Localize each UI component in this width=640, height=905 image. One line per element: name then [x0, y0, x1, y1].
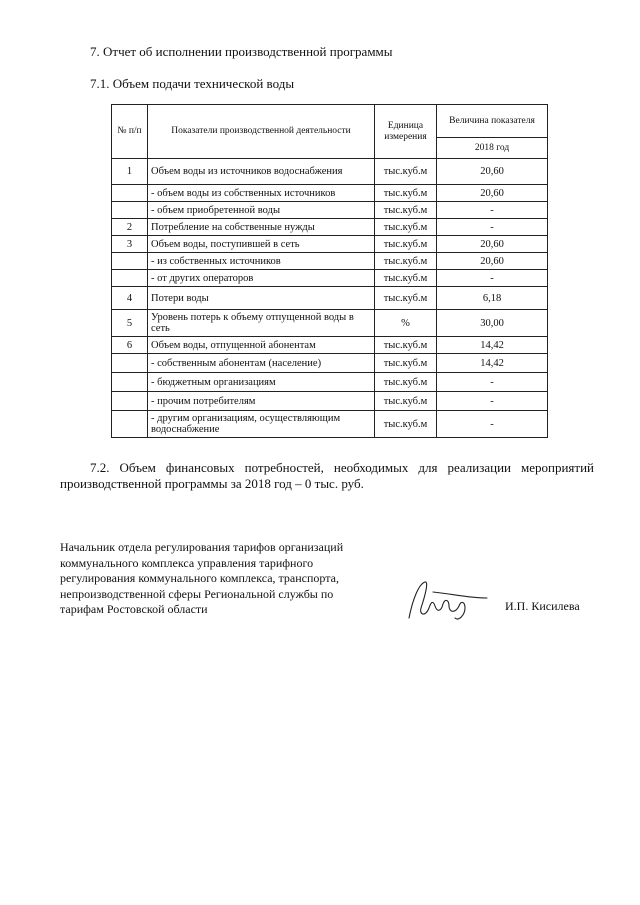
- cell-value: -: [437, 202, 548, 219]
- cell-value: -: [437, 219, 548, 236]
- cell-indicator: - другим организациям, осуществляющим водоснабжение: [148, 411, 375, 438]
- cell-num: [112, 373, 148, 392]
- financial-needs-line2: производственной программы за 2018 год – 0 тыс. руб.: [60, 476, 364, 491]
- cell-num: [112, 411, 148, 438]
- cell-unit: тыс.куб.м: [375, 202, 437, 219]
- cell-num: [112, 392, 148, 411]
- cell-num: 1: [112, 159, 148, 185]
- table-row: [112, 337, 548, 354]
- header-indicator: Показатели производственной деятельности: [148, 105, 375, 159]
- cell-value: 30,00: [437, 310, 548, 337]
- section-heading: 7. Отчет об исполнении производственной программы: [90, 44, 393, 59]
- cell-unit: тыс.куб.м: [375, 354, 437, 373]
- cell-unit: тыс.куб.м: [375, 253, 437, 270]
- cell-num: 4: [112, 287, 148, 310]
- signatory-line: тарифам Ростовской области: [60, 602, 208, 616]
- signatory-name: И.П. Кисилева: [505, 599, 580, 613]
- cell-value: 14,42: [437, 354, 548, 373]
- cell-indicator: - от других операторов: [148, 270, 375, 287]
- signatory-line: Начальник отдела регулирования тарифов организаций: [60, 540, 344, 554]
- cell-unit: тыс.куб.м: [375, 411, 437, 438]
- cell-value: 20,60: [437, 253, 548, 270]
- table-row: [112, 373, 548, 392]
- table-row: [112, 354, 548, 373]
- cell-num: 5: [112, 310, 148, 337]
- cell-indicator: Уровень потерь к объему отпущенной воды в сеть: [148, 310, 375, 337]
- cell-num: 2: [112, 219, 148, 236]
- cell-value: -: [437, 392, 548, 411]
- header-year: 2018 год: [437, 138, 548, 159]
- cell-unit: тыс.куб.м: [375, 373, 437, 392]
- cell-num: [112, 185, 148, 202]
- cell-value: 6,18: [437, 287, 548, 310]
- cell-indicator: Потери воды: [148, 287, 375, 310]
- cell-num: [112, 270, 148, 287]
- cell-value: -: [437, 373, 548, 392]
- header-num: № п/п: [112, 105, 148, 159]
- signatory-line: непроизводственной сферы Региональной службы по: [60, 586, 334, 601]
- cell-indicator: Объем воды, отпущенной абонентам: [148, 337, 375, 354]
- cell-num: 6: [112, 337, 148, 354]
- cell-num: [112, 202, 148, 219]
- table-row: [112, 236, 548, 253]
- cell-indicator: - бюджетным организациям: [148, 373, 375, 392]
- cell-indicator: - объем воды из собственных источников: [148, 185, 375, 202]
- cell-value: 20,60: [437, 236, 548, 253]
- water-supply-table: [111, 104, 548, 438]
- cell-indicator: - прочим потребителям: [148, 392, 375, 411]
- subsection-heading: 7.1. Объем подачи технической воды: [90, 76, 295, 91]
- table-row: [112, 392, 548, 411]
- cell-unit: тыс.куб.м: [375, 219, 437, 236]
- table-row: [112, 202, 548, 219]
- table-row: [112, 253, 548, 270]
- cell-unit: тыс.куб.м: [375, 270, 437, 287]
- financial-needs-line1: 7.2. Объем финансовых потребностей, необходимых для реализации мероприятий: [90, 460, 594, 475]
- cell-unit: тыс.куб.м: [375, 185, 437, 202]
- cell-indicator: Потребление на собственные нужды: [148, 219, 375, 236]
- cell-value: 20,60: [437, 185, 548, 202]
- signatory-position: [60, 540, 380, 618]
- table-row: [112, 159, 548, 185]
- table-row: [112, 411, 548, 438]
- table-row: [112, 287, 548, 310]
- cell-value: 14,42: [437, 337, 548, 354]
- cell-indicator: Объем воды из источников водоснабжения: [148, 159, 375, 185]
- cell-unit: тыс.куб.м: [375, 337, 437, 354]
- cell-value: 20,60: [437, 159, 548, 185]
- header-value: Величина показателя: [437, 105, 548, 138]
- signatory-line: регулирования коммунального комплекса, транспорта,: [60, 571, 339, 585]
- cell-unit: тыс.куб.м: [375, 236, 437, 253]
- table-row: [112, 310, 548, 337]
- cell-num: [112, 354, 148, 373]
- cell-indicator: - объем приобретенной воды: [148, 202, 375, 219]
- signatory-line: коммунального комплекса управления тарифного: [60, 555, 314, 570]
- financial-needs-paragraph: [60, 460, 594, 492]
- header-unit: Единица измерения: [375, 105, 437, 159]
- table-row: [112, 219, 548, 236]
- cell-indicator: Объем воды, поступившей в сеть: [148, 236, 375, 253]
- cell-num: 3: [112, 236, 148, 253]
- cell-unit: тыс.куб.м: [375, 392, 437, 411]
- cell-indicator: - собственным абонентам (население): [148, 354, 375, 373]
- table-row: [112, 270, 548, 287]
- cell-num: [112, 253, 148, 270]
- cell-unit: %: [375, 310, 437, 337]
- cell-value: -: [437, 270, 548, 287]
- table-row: [112, 185, 548, 202]
- cell-indicator: - из собственных источников: [148, 253, 375, 270]
- cell-unit: тыс.куб.м: [375, 287, 437, 310]
- cell-unit: тыс.куб.м: [375, 159, 437, 185]
- cell-value: -: [437, 411, 548, 438]
- handwritten-signature: [403, 578, 493, 626]
